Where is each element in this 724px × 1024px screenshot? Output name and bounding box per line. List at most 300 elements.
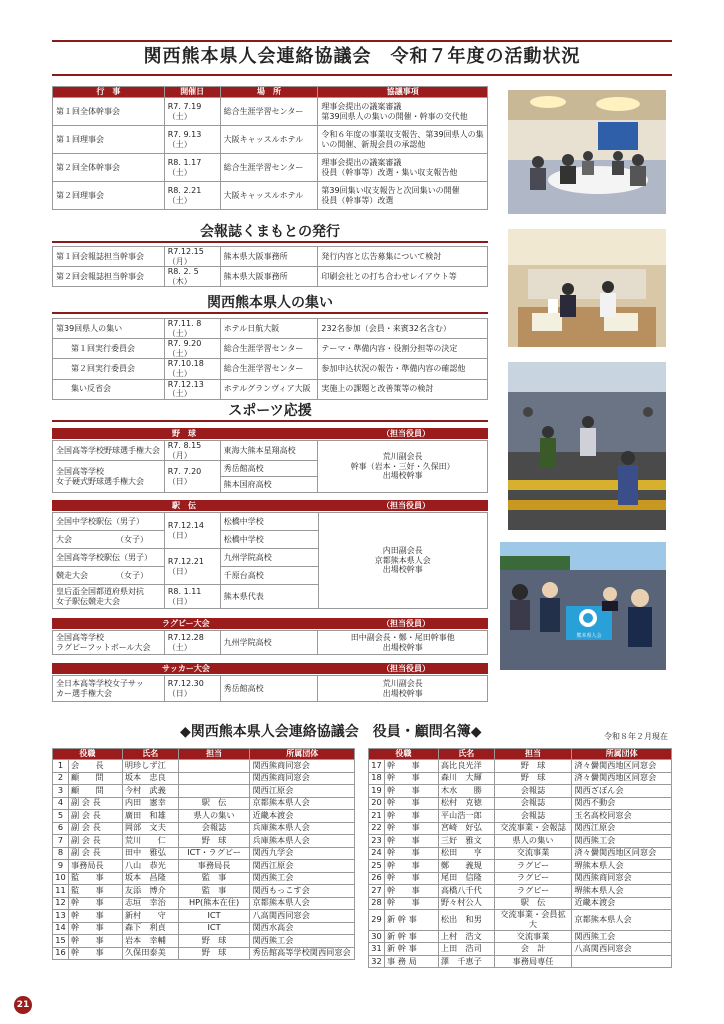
number-cell: 5: [53, 810, 69, 823]
number-cell: 21: [369, 810, 385, 823]
col-header: 行 事: [53, 87, 165, 98]
number-cell: 7: [53, 835, 69, 848]
roster-row: [369, 872, 672, 885]
number-cell: 8: [53, 847, 69, 860]
soccer-label: サッカー大会: [162, 664, 210, 673]
org-cell: 玉名高校同窓会: [572, 810, 672, 823]
col-header: 担当: [178, 749, 250, 760]
role-cell: 副 会 長: [68, 797, 122, 810]
date-cell: R7.12.30（日）: [164, 676, 220, 702]
name-cell: 高橋八千代: [438, 885, 494, 898]
duty-cell: 会報誌: [494, 810, 572, 823]
org-cell: 関西熊商同窓会: [250, 772, 355, 785]
staff-label: （担当役員）: [382, 619, 430, 628]
roster-row: [53, 810, 355, 823]
school-cell: 千原台高校: [220, 567, 318, 585]
col-header: 所属団体: [572, 749, 672, 760]
name-cell: 森下 利貞: [122, 922, 178, 935]
col-header: 担当: [494, 749, 572, 760]
duty-cell: 会報誌: [178, 822, 250, 835]
date-cell: R7.12.13（土）: [164, 379, 220, 399]
topic-cell: テーマ・準備内容・役割分担等の決定: [318, 339, 488, 359]
staff-cell: 荒川副会長 幹事（岩本・三好・久保田） 出場校幹事: [318, 441, 488, 493]
number-cell: 30: [369, 930, 385, 943]
roster-row: [369, 910, 672, 931]
number-cell: 27: [369, 885, 385, 898]
duty-cell: 交流事業: [494, 930, 572, 943]
sports-rule: [52, 420, 488, 422]
roster-row: [53, 897, 355, 910]
name-cell: 木水 勝: [438, 785, 494, 798]
duty-cell: ラグビー: [494, 860, 572, 873]
duty-cell: 監 事: [178, 872, 250, 885]
duty-cell: 駅 伝: [178, 797, 250, 810]
roster-row: [369, 860, 672, 873]
event-cell: 第１回全体幹事会: [53, 98, 165, 126]
table-row: [53, 631, 488, 655]
role-cell: 幹 事: [384, 897, 438, 910]
role-cell: 副 会 長: [68, 810, 122, 823]
duty-cell: ICT: [178, 910, 250, 923]
rugby-table: [52, 630, 488, 655]
name-cell: 宮崎 好弘: [438, 822, 494, 835]
role-cell: 幹 事: [384, 797, 438, 810]
roster-row: [53, 947, 355, 960]
event-cell: 全国高等学校駅伝（男子）: [53, 549, 165, 567]
duty-cell: ラグビー: [494, 872, 572, 885]
number-cell: 29: [369, 910, 385, 931]
topic-cell: 令和６年度の事業収支報告、第39回県人の集いの開催、新規会員の承認他: [318, 126, 488, 154]
name-cell: 荒川 仁: [122, 835, 178, 848]
table-header-row: [53, 87, 488, 98]
duty-cell: 野 球: [178, 835, 250, 848]
topic-cell: 第39回集い収支報告と次回集いの開催 役員（幹事等）改選: [318, 182, 488, 210]
place-cell: 熊本県大阪事務所: [220, 247, 318, 267]
name-cell: 松村 克徳: [438, 797, 494, 810]
table-row: [53, 339, 488, 359]
roster-row: [53, 785, 355, 798]
roster-row: [369, 772, 672, 785]
number-cell: 15: [53, 935, 69, 948]
crowd-photo-art: [500, 542, 666, 670]
role-cell: 副 会 長: [68, 847, 122, 860]
roster-row: [53, 760, 355, 773]
place-cell: ホテル日航大阪: [220, 319, 318, 339]
table-row: [53, 676, 488, 702]
role-cell: 幹 事: [384, 760, 438, 773]
number-cell: 17: [369, 760, 385, 773]
place-cell: 総合生涯学習センター: [220, 359, 318, 379]
roster-row: [53, 797, 355, 810]
org-cell: 八高関西同窓会: [250, 910, 355, 923]
table-row: [53, 247, 488, 267]
roster-row: [53, 772, 355, 785]
duty-cell: 野 球: [178, 935, 250, 948]
stadium-crowd-photo: [500, 542, 666, 670]
duty-cell: ICT: [178, 922, 250, 935]
newsletter-title: 会報誌くまもとの発行: [200, 224, 340, 240]
school-cell: 熊本国府高校: [220, 477, 318, 493]
org-cell: 堺熊本県人会: [572, 860, 672, 873]
date-cell: R7. 8.15（月）: [164, 441, 220, 461]
place-cell: 総合生涯学習センター: [220, 154, 318, 182]
org-cell: 京都熊本県人会: [250, 797, 355, 810]
topic-cell: 理事会提出の議案審議 第39回県人の集いの開催・幹事の交代他: [318, 98, 488, 126]
name-cell: 高比良光洋: [438, 760, 494, 773]
date-cell: R8. 2. 5（木）: [164, 267, 220, 287]
role-cell: 幹 事: [68, 922, 122, 935]
col-header: 役職: [53, 749, 123, 760]
ekiden-table: [52, 512, 488, 609]
duty-cell: 野 球: [494, 772, 572, 785]
place-cell: 総合生涯学習センター: [220, 98, 318, 126]
name-cell: 坂本 昌隆: [122, 872, 178, 885]
name-cell: 廣田 和雄: [122, 810, 178, 823]
event-cell: 第39回県人の集い: [53, 319, 165, 339]
org-cell: 関西熊工会: [572, 930, 672, 943]
org-cell: 関西熊工会: [572, 835, 672, 848]
role-cell: 幹 事: [68, 897, 122, 910]
org-cell: 関西熊商同窓会: [250, 760, 355, 773]
event-cell: 第２回全体幹事会: [53, 154, 165, 182]
number-cell: 23: [369, 835, 385, 848]
org-cell: 関西熊商同窓会: [572, 872, 672, 885]
roster-row: [53, 835, 355, 848]
ekiden-bar: [52, 500, 488, 511]
duty-cell: 交流事業: [494, 847, 572, 860]
number-cell: 25: [369, 860, 385, 873]
roster-left-body: [53, 760, 355, 960]
duty-cell: 事務局専任: [494, 955, 572, 968]
number-cell: 28: [369, 897, 385, 910]
col-header: 氏名: [122, 749, 178, 760]
topic-cell: 発行内容と広告募集について検討: [318, 247, 488, 267]
staff-label: （担当役員）: [382, 429, 430, 438]
number-cell: 31: [369, 943, 385, 956]
flag-text: 熊本県人会: [576, 633, 602, 639]
name-cell: 岡部 文夫: [122, 822, 178, 835]
org-cell: 済々黌関西地区同窓会: [572, 772, 672, 785]
number-cell: 22: [369, 822, 385, 835]
role-cell: 幹 事: [384, 822, 438, 835]
table-row: [53, 267, 488, 287]
duty-cell: 野 球: [178, 947, 250, 960]
name-cell: 志垣 幸治: [122, 897, 178, 910]
duty-cell: 事務局長: [178, 860, 250, 873]
stadium-supporters-photo: [508, 362, 666, 530]
roster-row: [369, 885, 672, 898]
table-row: [53, 154, 488, 182]
event-cell: 第２回実行委員会: [53, 359, 165, 379]
org-cell: 兵庫熊本県人会: [250, 822, 355, 835]
name-cell: 上村 浩文: [438, 930, 494, 943]
col-header: 協議事項: [318, 87, 488, 98]
role-cell: 幹 事: [384, 772, 438, 785]
org-cell: 関西熊工会: [250, 872, 355, 885]
name-cell: 八山 恭光: [122, 860, 178, 873]
roster-title: ◆関西熊本県人会連絡協議会 役員・顧問名簿◆: [180, 724, 482, 740]
roster-left-table: [52, 748, 355, 960]
table-row: [53, 182, 488, 210]
number-cell: 11: [53, 885, 69, 898]
date-cell: R7.11. 8（土）: [164, 319, 220, 339]
gathering-table: [52, 318, 488, 400]
name-cell: 平山浩一郎: [438, 810, 494, 823]
roster-row: [369, 822, 672, 835]
name-cell: 今村 武義: [122, 785, 178, 798]
number-cell: 20: [369, 797, 385, 810]
org-cell: 京都熊本県人会: [250, 897, 355, 910]
roster-row: [53, 822, 355, 835]
role-cell: 顧 問: [68, 772, 122, 785]
duty-cell: 会 計: [494, 943, 572, 956]
roster-row: [369, 847, 672, 860]
event-cell: 全国高等学校 女子硬式野球選手権大会: [53, 461, 165, 493]
col-header: 所属団体: [250, 749, 355, 760]
role-cell: 幹 事: [68, 947, 122, 960]
name-cell: 久保田泰美: [122, 947, 178, 960]
date-cell: R7. 9.13（土）: [164, 126, 220, 154]
staff-label: （担当役員）: [382, 664, 430, 673]
number-cell: 2: [53, 772, 69, 785]
roster-row: [369, 760, 672, 773]
event-cell: 全国高等学校野球選手権大会: [53, 441, 165, 461]
duty-cell: 交流事業・会報誌: [494, 822, 572, 835]
date-cell: R7.10.18（土）: [164, 359, 220, 379]
duty-cell: 会報誌: [494, 785, 572, 798]
staff-cell: 内田副会長 京都熊本県人会 出場校幹事: [318, 513, 488, 609]
duty-cell: ラグビー: [494, 885, 572, 898]
role-cell: 幹 事: [384, 847, 438, 860]
org-cell: 関西江原会: [572, 822, 672, 835]
duty-cell: [178, 760, 250, 773]
ekiden-label: 駅 伝: [172, 501, 196, 510]
date-cell: R7.12.21（日）: [164, 549, 220, 585]
org-cell: 八高関西同窓会: [572, 943, 672, 956]
staff-label: （担当役員）: [382, 501, 430, 510]
gathering-reception-photo: [508, 229, 666, 347]
number-cell: 1: [53, 760, 69, 773]
name-cell: 田中 雅弘: [122, 847, 178, 860]
sports-title: スポーツ応援: [228, 403, 312, 419]
table-row: [53, 359, 488, 379]
role-cell: 顧 問: [68, 785, 122, 798]
org-cell: 関西江原会: [250, 860, 355, 873]
org-cell: 堺熊本県人会: [572, 885, 672, 898]
org-cell: 兵庫熊本県人会: [250, 835, 355, 848]
duty-cell: 県人の集い: [178, 810, 250, 823]
org-cell: 京都熊本県人会: [572, 910, 672, 931]
roster-right-table: [368, 748, 672, 968]
name-cell: 明珍しず江: [122, 760, 178, 773]
role-cell: 会 長: [68, 760, 122, 773]
number-cell: 32: [369, 955, 385, 968]
duty-cell: [178, 785, 250, 798]
event-cell: 第１回会報誌担当幹事会: [53, 247, 165, 267]
topic-cell: 理事会提出の議案審議 役員（幹事等）改選・集い収支報告他: [318, 154, 488, 182]
org-cell: 済々黌関西地区同窓会: [572, 847, 672, 860]
org-cell: 近畿本渡会: [250, 810, 355, 823]
number-cell: 24: [369, 847, 385, 860]
school-cell: 東海大熊本星翔高校: [220, 441, 318, 461]
org-cell: [572, 955, 672, 968]
newsletter-rule: [52, 241, 488, 243]
baseball-table: [52, 440, 488, 493]
date-cell: R7.12.14（日）: [164, 513, 220, 549]
name-cell: 新村 守: [122, 910, 178, 923]
number-cell: 3: [53, 785, 69, 798]
duty-cell: 交流事業・会員拡大: [494, 910, 572, 931]
number-cell: 19: [369, 785, 385, 798]
event-cell: 第２回会報誌担当幹事会: [53, 267, 165, 287]
roster-row: [369, 930, 672, 943]
number-cell: 10: [53, 872, 69, 885]
gathering-photo-art: [508, 229, 666, 347]
topic-cell: 実施上の課題と改善策等の検討: [318, 379, 488, 399]
number-cell: 26: [369, 872, 385, 885]
role-cell: 幹 事: [384, 835, 438, 848]
date-cell: R7. 7.20（日）: [164, 461, 220, 493]
number-cell: 9: [53, 860, 69, 873]
name-cell: 澤 千恵子: [438, 955, 494, 968]
place-cell: 大阪キャッスルホテル: [220, 126, 318, 154]
soccer-table: [52, 675, 488, 702]
role-cell: 幹 事: [384, 872, 438, 885]
role-cell: 監 事: [68, 872, 122, 885]
date-cell: R8. 1.11（日）: [164, 585, 220, 609]
role-cell: 新 幹 事: [384, 943, 438, 956]
duty-cell: 監 事: [178, 885, 250, 898]
table-row: [53, 319, 488, 339]
stadium-photo-art: [508, 362, 666, 530]
role-cell: 監 事: [68, 885, 122, 898]
roster-row: [53, 910, 355, 923]
org-cell: 関西もっこす会: [250, 885, 355, 898]
council-table: [52, 86, 488, 210]
date-cell: R7. 7.19（土）: [164, 98, 220, 126]
duty-cell: HP(熊本在住): [178, 897, 250, 910]
roster-row: [53, 860, 355, 873]
place-cell: ホテルグランヴィア大阪: [220, 379, 318, 399]
duty-cell: 県人の集い: [494, 835, 572, 848]
name-cell: 鄭 義規: [438, 860, 494, 873]
date-cell: R7.12.28（土）: [164, 631, 220, 655]
date-cell: R8. 2.21（土）: [164, 182, 220, 210]
role-cell: 幹 事: [68, 910, 122, 923]
event-cell: 全国高等学校 ラグビーフットボール大会: [53, 631, 165, 655]
event-cell: 第１回理事会: [53, 126, 165, 154]
name-cell: 森川 大輝: [438, 772, 494, 785]
role-cell: 事務局長: [68, 860, 122, 873]
duty-cell: 会報誌: [494, 797, 572, 810]
event-cell: 集い反省会: [53, 379, 165, 399]
page-number: 21: [14, 996, 32, 1014]
roster-right-body: [369, 760, 672, 968]
newsletter-table: [52, 246, 488, 287]
duty-cell: 野 球: [494, 760, 572, 773]
table-row: [53, 98, 488, 126]
event-cell: 大会 （女子）: [53, 531, 165, 549]
duty-cell: [178, 772, 250, 785]
name-cell: 坂本 忠良: [122, 772, 178, 785]
col-header: 役職: [369, 749, 439, 760]
roster-row: [369, 943, 672, 956]
gathering-rule: [52, 312, 488, 314]
place-cell: 総合生涯学習センター: [220, 339, 318, 359]
org-cell: 秀岳館高等学校関西同窓会: [250, 947, 355, 960]
col-header: 氏名: [438, 749, 494, 760]
org-cell: 済々黌関西地区同窓会: [572, 760, 672, 773]
meeting-photo: [508, 90, 666, 214]
place-cell: 大阪キャッスルホテル: [220, 182, 318, 210]
school-cell: 秀岳館高校: [220, 676, 318, 702]
rugby-label: ラグビー大会: [162, 619, 210, 628]
baseball-bar: [52, 428, 488, 439]
roster-row: [53, 847, 355, 860]
roster-row: [53, 885, 355, 898]
name-cell: 松出 和男: [438, 910, 494, 931]
table-row: [53, 441, 488, 461]
role-cell: 新 幹 事: [384, 930, 438, 943]
roster-row: [369, 835, 672, 848]
roster-row: [369, 955, 672, 968]
school-cell: 松橋中学校: [220, 531, 318, 549]
roster-row: [369, 797, 672, 810]
page-title: 関西熊本県人会連絡協議会 令和７年度の活動状況: [143, 46, 581, 67]
role-cell: 幹 事: [384, 885, 438, 898]
name-cell: 三好 雅文: [438, 835, 494, 848]
org-cell: 関西九学会: [250, 847, 355, 860]
roster-date: 令和８年２月現在: [604, 732, 668, 741]
table-row: [53, 126, 488, 154]
baseball-label: 野 球: [172, 429, 196, 438]
meeting-photo-art: [508, 90, 666, 214]
number-cell: 14: [53, 922, 69, 935]
place-cell: 熊本県大阪事務所: [220, 267, 318, 287]
number-cell: 18: [369, 772, 385, 785]
school-cell: 秀岳館高校: [220, 461, 318, 477]
number-cell: 16: [53, 947, 69, 960]
duty-cell: 駅 伝: [494, 897, 572, 910]
roster-row: [369, 785, 672, 798]
date-cell: R7. 9.20（土）: [164, 339, 220, 359]
topic-cell: 参加申込状況の報告・準備内容の確認他: [318, 359, 488, 379]
school-cell: 九州学院高校: [220, 549, 318, 567]
role-cell: 副 会 長: [68, 835, 122, 848]
col-header: 場 所: [220, 87, 318, 98]
org-cell: 近畿本渡会: [572, 897, 672, 910]
school-cell: 松橋中学校: [220, 513, 318, 531]
event-cell: 第１回実行委員会: [53, 339, 165, 359]
table-row: [53, 513, 488, 531]
event-cell: 全国中学校駅伝（男子）: [53, 513, 165, 531]
staff-cell: 荒川副会長 出場校幹事: [318, 676, 488, 702]
org-cell: 関西江原会: [250, 785, 355, 798]
number-cell: 13: [53, 910, 69, 923]
duty-cell: ICT・ラグビー: [178, 847, 250, 860]
school-cell: 九州学院高校: [220, 631, 318, 655]
topic-cell: 232名参加（会員・来賓32名含む）: [318, 319, 488, 339]
gathering-title: 関西熊本県人の集い: [207, 295, 333, 311]
header-rule-bottom: [52, 74, 672, 76]
date-cell: R8. 1.17（土）: [164, 154, 220, 182]
topic-cell: 印刷会社との打ち合わせレイアウト等: [318, 267, 488, 287]
roster-row: [53, 935, 355, 948]
date-cell: R7.12.15（月）: [164, 247, 220, 267]
name-cell: 友添 博介: [122, 885, 178, 898]
roster-row: [369, 810, 672, 823]
org-cell: 関西水高会: [250, 922, 355, 935]
